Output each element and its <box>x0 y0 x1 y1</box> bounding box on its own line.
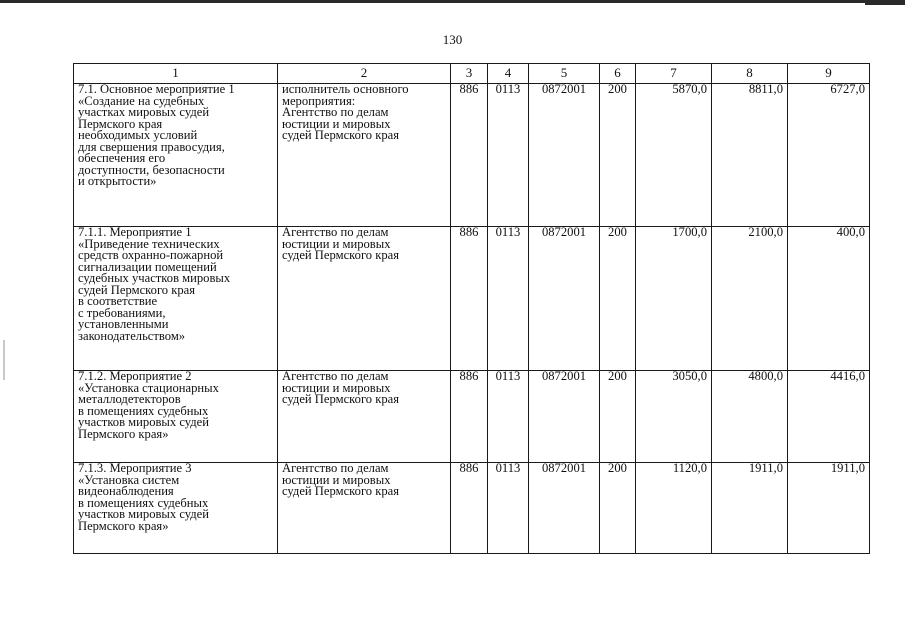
section-code: 0113 <box>488 84 529 227</box>
admin-code: 886 <box>451 371 488 463</box>
header-cell: 5 <box>529 64 600 84</box>
amount-col7: 1120,0 <box>636 463 712 554</box>
header-cell: 2 <box>278 64 451 84</box>
activity-name: 7.1.2. Мероприятие 2 «Установка стационарных металлодетекторов в помещениях судебных участков мировых судей Пермского края» <box>74 371 278 463</box>
activity-name: 7.1.3. Мероприятие 3 «Установка систем видеонаблюдения в помещениях судебных участков мировых судей Пермского края» <box>74 463 278 554</box>
amount-col9: 6727,0 <box>788 84 870 227</box>
header-cell: 3 <box>451 64 488 84</box>
admin-code: 886 <box>451 227 488 371</box>
page-number: 130 <box>442 32 463 47</box>
target-code: 0872001 <box>529 463 600 554</box>
admin-code: 886 <box>451 463 488 554</box>
header-cell: 4 <box>488 64 529 84</box>
executor: Агентство по делам юстиции и мировых судей Пермского края <box>278 371 451 463</box>
header-cell: 9 <box>788 64 870 84</box>
table-row <box>74 371 870 463</box>
table-row <box>74 463 870 554</box>
section-code: 0113 <box>488 227 529 371</box>
amount-col9: 4416,0 <box>788 371 870 463</box>
header-cell: 1 <box>74 64 278 84</box>
amount-col7: 5870,0 <box>636 84 712 227</box>
expense-type-code: 200 <box>600 227 636 371</box>
activity-name: 7.1. Основное мероприятие 1 «Создание на судебных участках мировых судей Пермского края необходимых условий для свершения правосудия, обеспечения его доступности, безопасности и открытости» <box>74 84 278 227</box>
target-code: 0872001 <box>529 84 600 227</box>
target-code: 0872001 <box>529 227 600 371</box>
header-cell: 6 <box>600 64 636 84</box>
amount-col9: 1911,0 <box>788 463 870 554</box>
header-row <box>74 64 870 84</box>
executor: Агентство по делам юстиции и мировых судей Пермского края <box>278 463 451 554</box>
amount-col8: 1911,0 <box>712 463 788 554</box>
budget-table <box>73 63 870 554</box>
amount-col8: 4800,0 <box>712 371 788 463</box>
expense-type-code: 200 <box>600 84 636 227</box>
scan-top-border-end <box>865 0 905 5</box>
admin-code: 886 <box>451 84 488 227</box>
section-code: 0113 <box>488 463 529 554</box>
amount-col7: 1700,0 <box>636 227 712 371</box>
executor: Агентство по делам юстиции и мировых судей Пермского края <box>278 227 451 371</box>
target-code: 0872001 <box>529 371 600 463</box>
section-code: 0113 <box>488 371 529 463</box>
scan-edge-mark <box>3 340 5 380</box>
expense-type-code: 200 <box>600 371 636 463</box>
table-row <box>74 227 870 371</box>
amount-col8: 2100,0 <box>712 227 788 371</box>
amount-col8: 8811,0 <box>712 84 788 227</box>
executor: исполнитель основного мероприятия: Агентство по делам юстиции и мировых судей Пермского края <box>278 84 451 227</box>
scan-top-border <box>0 0 905 3</box>
amount-col9: 400,0 <box>788 227 870 371</box>
table-row <box>74 84 870 227</box>
header-cell: 7 <box>636 64 712 84</box>
expense-type-code: 200 <box>600 463 636 554</box>
header-cell: 8 <box>712 64 788 84</box>
activity-name: 7.1.1. Мероприятие 1 «Приведение технических средств охранно-пожарной сигнализации помещений судебных участков мировых судей Пермского края в соответствие с требованиями, установленными законодательством» <box>74 227 278 371</box>
amount-col7: 3050,0 <box>636 371 712 463</box>
